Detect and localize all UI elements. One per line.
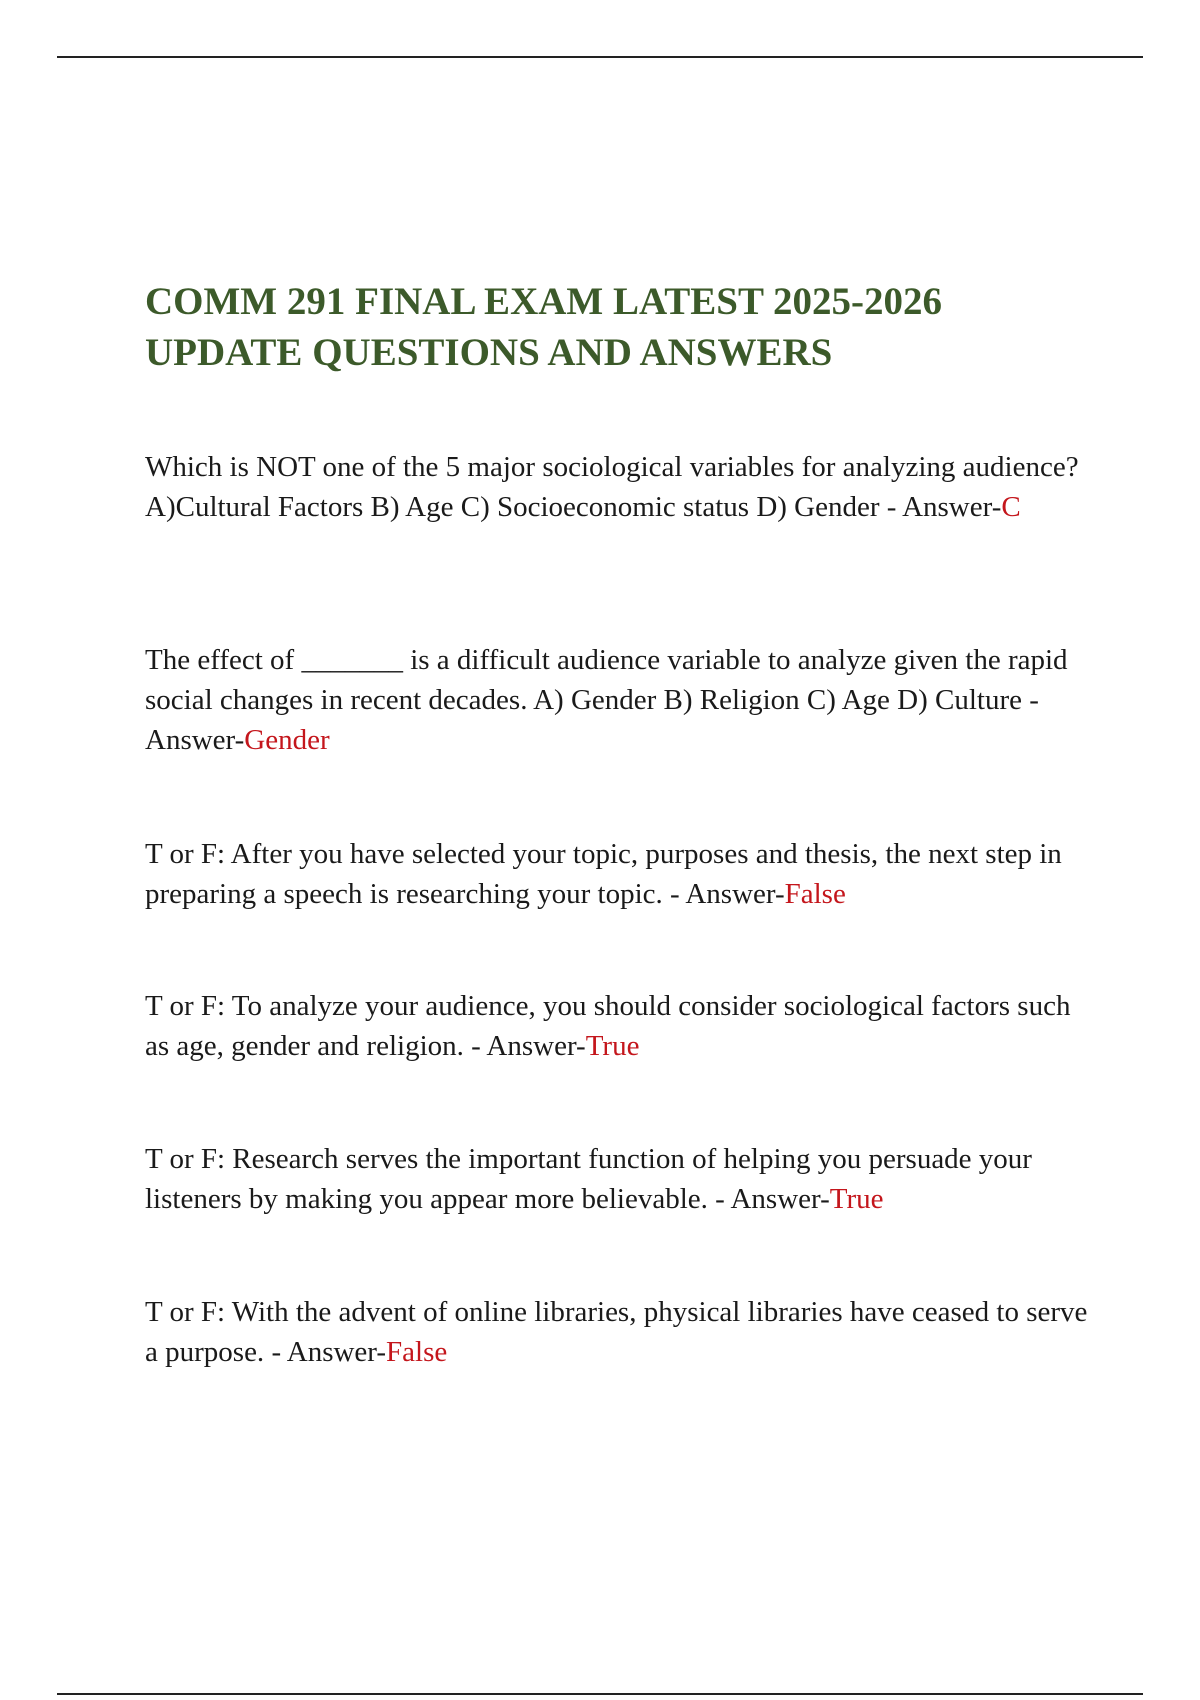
qa-item-4 [145,986,1095,1066]
question-text: T or F: With the advent of online libraries, physical libraries have ceased to serve a purpose. [145,1296,1088,1368]
question-text: T or F: Research serves the important function of helping you persuade your listeners by making you appear more believable. [145,1143,1032,1215]
bottom-rule [57,1693,1143,1695]
question-text: T or F: To analyze your audience, you should consider sociological factors such as age, gender and religion. [145,990,1071,1062]
qa-item-2 [145,640,1095,760]
qa-item-6 [145,1292,1095,1372]
qa-item-5 [145,1139,1095,1219]
answer-prefix: - Answer- [662,878,785,910]
answer-text: True [585,1030,640,1062]
answer-text: False [386,1336,448,1368]
answer-prefix: - Answer- [264,1336,387,1368]
top-rule [57,56,1143,58]
question-text: Which is NOT one of the 5 major sociological variables for analyzing audience? A)Cultural Factors B) Age C) Socioeconomic status D) Gender [145,451,1079,523]
answer-prefix: - Answer- [463,1030,586,1062]
qa-item-1 [145,447,1095,527]
answer-text: C [1001,491,1021,523]
qa-item-3 [145,834,1095,914]
question-text: T or F: After you have selected your topic, purposes and thesis, the next step in preparing a speech is researching your topic. [145,838,1062,910]
answer-text: False [784,878,846,910]
answer-prefix: - Answer- [879,491,1002,523]
answer-text: Gender [244,724,330,756]
question-text: The effect of _______ is a difficult audience variable to analyze given the rapid social changes in recent decades. A) Gender B) Religion C) Age D) Culture [145,644,1068,716]
document-title: COMM 291 FINAL EXAM LATEST 2025-2026 UPDATE QUESTIONS AND ANSWERS [145,280,943,374]
answer-prefix: - Answer- [707,1183,830,1215]
answer-prefix: - Answer- [145,684,1039,756]
answer-text: True [829,1183,884,1215]
